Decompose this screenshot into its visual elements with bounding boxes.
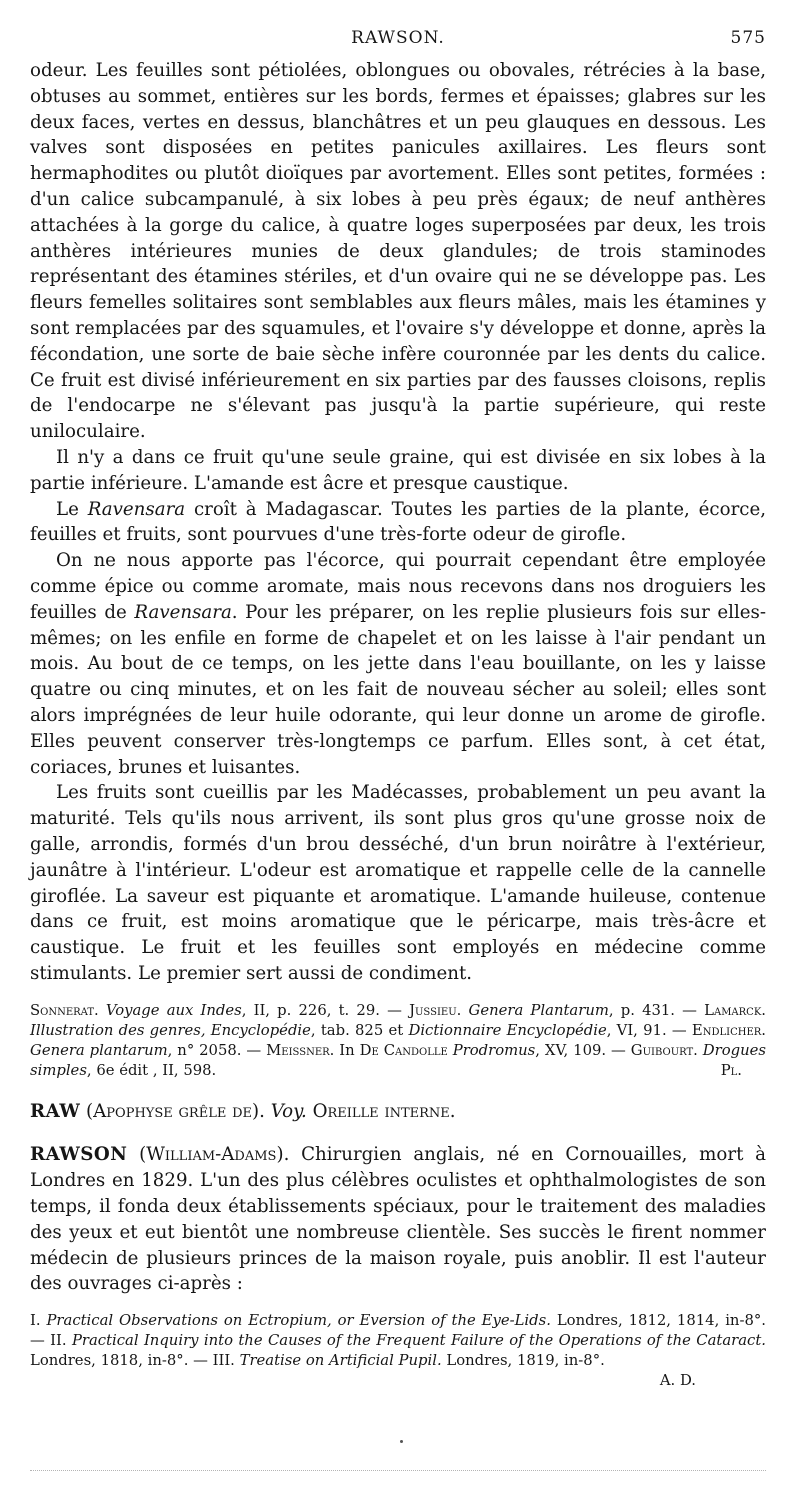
entry-subtitle-close: ).	[252, 1100, 265, 1122]
work-number: I.	[30, 1312, 47, 1330]
ref-detail: , tab. 825 et	[310, 1021, 409, 1039]
entry-biography: Chirurgien anglais, né en Cornouailles, mort à Londres en 1829. L'un des plus célèbres oculistes et ophthalmologistes de son temps, il fonda deux établissements spéciaux, pour le traitement des maladies des yeux et eut bientôt une nombreuse clientèle. Ses succès le firent nommer médecin de plusieurs princes de la maison royale, puis anoblir. Il est l'auteur des ouvrages ci-après :	[30, 1144, 766, 1295]
ref-title: Genera Plantarum	[468, 1001, 609, 1019]
entry-name-close: ).	[276, 1144, 290, 1166]
author-signature: Pl.	[720, 1061, 742, 1079]
work-detail: Londres, 1812, 1814, in-8°. —	[30, 1312, 766, 1350]
ref-detail: , II, p. 226, t. 29. —	[241, 1001, 410, 1019]
paragraph-fruits: Les fruits sont cueillis par les Madécasses, probablement un peu avant la maturité. Tels qu'ils nous arrivent, ils sont plus gros qu'une grosse noix de galle, arrondis, formés d'un brou desséché, d'un brun noirâtre à l'extérieur, jaunâtre à l'intérieur. L'odeur est aromatique et rappelle celle de la cannelle giroflée. La saveur est piquante et aromatique. L'amande huileuse, contenue dans ce fruit, est moins aromatique que le péricarpe, mais très-âcre et caustique. Le fruit et les feuilles sont employés en médecine comme stimulants. Le premier sert aussi de condiment.	[30, 782, 766, 984]
habitat-text-end: croît à Madagascar. Toutes les parties de la plante, écorce, feuilles et fruits, sont pourvues d'une très-forte odeur de girofle.	[30, 498, 766, 546]
ref-author: De Candolle	[359, 1041, 448, 1059]
ref-title: Illustration des genres, Encyclopédie	[30, 1021, 311, 1039]
entry-person-name: William-Adams	[146, 1144, 277, 1166]
ref-author: Endlicher.	[691, 1021, 766, 1039]
work-title: Treatise on Artificial Pupil.	[239, 1352, 442, 1370]
ref-detail: , XV, 109. —	[535, 1041, 631, 1059]
ref-detail: , VI, 91. —	[606, 1021, 692, 1039]
works-list	[30, 1311, 766, 1371]
work-number: II.	[50, 1332, 72, 1350]
page-number: 575	[730, 28, 766, 48]
ref-title: Dictionnaire Encyclopédie	[408, 1021, 607, 1039]
references-block	[30, 1001, 766, 1081]
genus-name: Ravensara	[87, 498, 186, 520]
entry-headword: RAW	[30, 1100, 81, 1122]
ref-detail: , p. 431. —	[608, 1001, 705, 1019]
paragraph-seed: Il n'y a dans ce fruit qu'une seule graine, qui est divisée en six lobes à la partie inférieure. L'amande est âcre et presque caustique.	[30, 446, 766, 494]
ref-author: Jussieu.	[409, 1001, 462, 1019]
genus-name: Ravensara	[134, 601, 232, 623]
work-title: Practical Inquiry into the Causes of the Frequent Failure of the Operations of the Cataract.	[71, 1332, 766, 1350]
ref-author: Sonnerat.	[30, 1001, 99, 1019]
cross-reference-target: Oreille interne.	[312, 1100, 456, 1122]
ref-title: Voyage aux Indes	[105, 1001, 242, 1019]
ref-title: Genera plantarum	[30, 1041, 168, 1059]
ref-author: Guibourt.	[630, 1041, 698, 1059]
habitat-text-start: Le	[56, 498, 88, 520]
entry-subtitle: Apophyse grêle de	[93, 1100, 253, 1122]
author-initials: A. D.	[659, 1372, 696, 1390]
entry-raw	[30, 1099, 766, 1125]
paragraph-habitat	[30, 497, 766, 549]
cross-reference-label: Voy.	[270, 1100, 307, 1122]
entry-headword: RAWSON	[30, 1144, 128, 1166]
page	[30, 28, 766, 1391]
running-title: RAWSON.	[351, 28, 445, 48]
ref-author: Lamarck.	[704, 1001, 767, 1019]
ref-detail: , n° 2058. —	[167, 1041, 267, 1059]
work-title: Practical Observations on Ectropium, or Eversion of the Eye-Lids.	[46, 1312, 551, 1330]
work-detail: Londres, 1818, in-8°. —	[30, 1352, 213, 1370]
ref-detail: In	[334, 1041, 360, 1059]
entry-name-open: (	[139, 1144, 147, 1166]
work-detail: Londres, 1819, in-8°.	[441, 1352, 605, 1370]
running-head	[30, 28, 766, 58]
entry-rawson	[30, 1142, 766, 1297]
preparation-text-start: On ne nous apporte pas l'écorce, qui pourrait cependant être employée comme épice ou comme aromate, mais nous recevons dans nos droguiers les feuilles de	[30, 550, 766, 623]
ref-title: Prodromus	[452, 1041, 536, 1059]
ref-title: Drogues simples	[30, 1041, 766, 1079]
preparation-text-end: . Pour les préparer, on les replie plusieurs fois sur elles-mêmes; on les enfile en forme de chapelet et on les laisse à l'air pendant un mois. Au bout de ce temps, on les jette dans l'eau bouillante, on les y laisse quatre ou cinq minutes, et on les fait de nouveau sécher au soleil; elles sont alors imprégnées de leur huile odorante, qui leur donne un arome de girofle. Elles peuvent conserver très-longtemps ce parfum. Elles sont, à cet état, coriaces, brunes et luisantes.	[30, 601, 766, 778]
entry-subtitle-open: (	[86, 1100, 94, 1122]
work-number: III.	[212, 1352, 240, 1370]
ref-author: Meissner.	[266, 1041, 335, 1059]
ref-detail: , 6e édit , II, 598.	[86, 1061, 217, 1079]
paragraph-description: odeur. Les feuilles sont pétiolées, oblongues ou obovales, rétrécies à la base, obtuses au sommet, entières sur les bords, fermes et épaisses; glabres sur les deux faces, vertes en dessus, blanchâtres et un peu glauques en dessous. Les valves sont disposées en petites panicules axillaires. Les fleurs sont hermaphodites ou plutôt dioïques par avortement. Elles sont petites, formées : d'un calice subcampanulé, à six lobes à peu près égaux; de neuf anthères attachées à la gorge du calice, à quatre loges superposées par deux, les trois anthères intérieures munies de deux glandules; de trois staminodes représentant des étamines stériles, et d'un ovaire qui ne se développe pas. Les fleurs femelles solitaires sont semblables aux fleurs mâles, mais les étamines y sont remplacées par des squamules, et l'ovaire s'y développe et donne, après la fécondation, une sorte de baie sèche infère couronnée par les dents du calice. Ce fruit est divisé inférieurement en six parties par des fausses cloisons, replis de l'endocarpe ne s'élevant pas jusqu'à la partie supérieure, qui reste uniloculaire.	[30, 60, 766, 443]
print-mark	[400, 1440, 403, 1443]
bottom-rule	[30, 1470, 766, 1472]
paragraph-preparation	[30, 548, 766, 780]
